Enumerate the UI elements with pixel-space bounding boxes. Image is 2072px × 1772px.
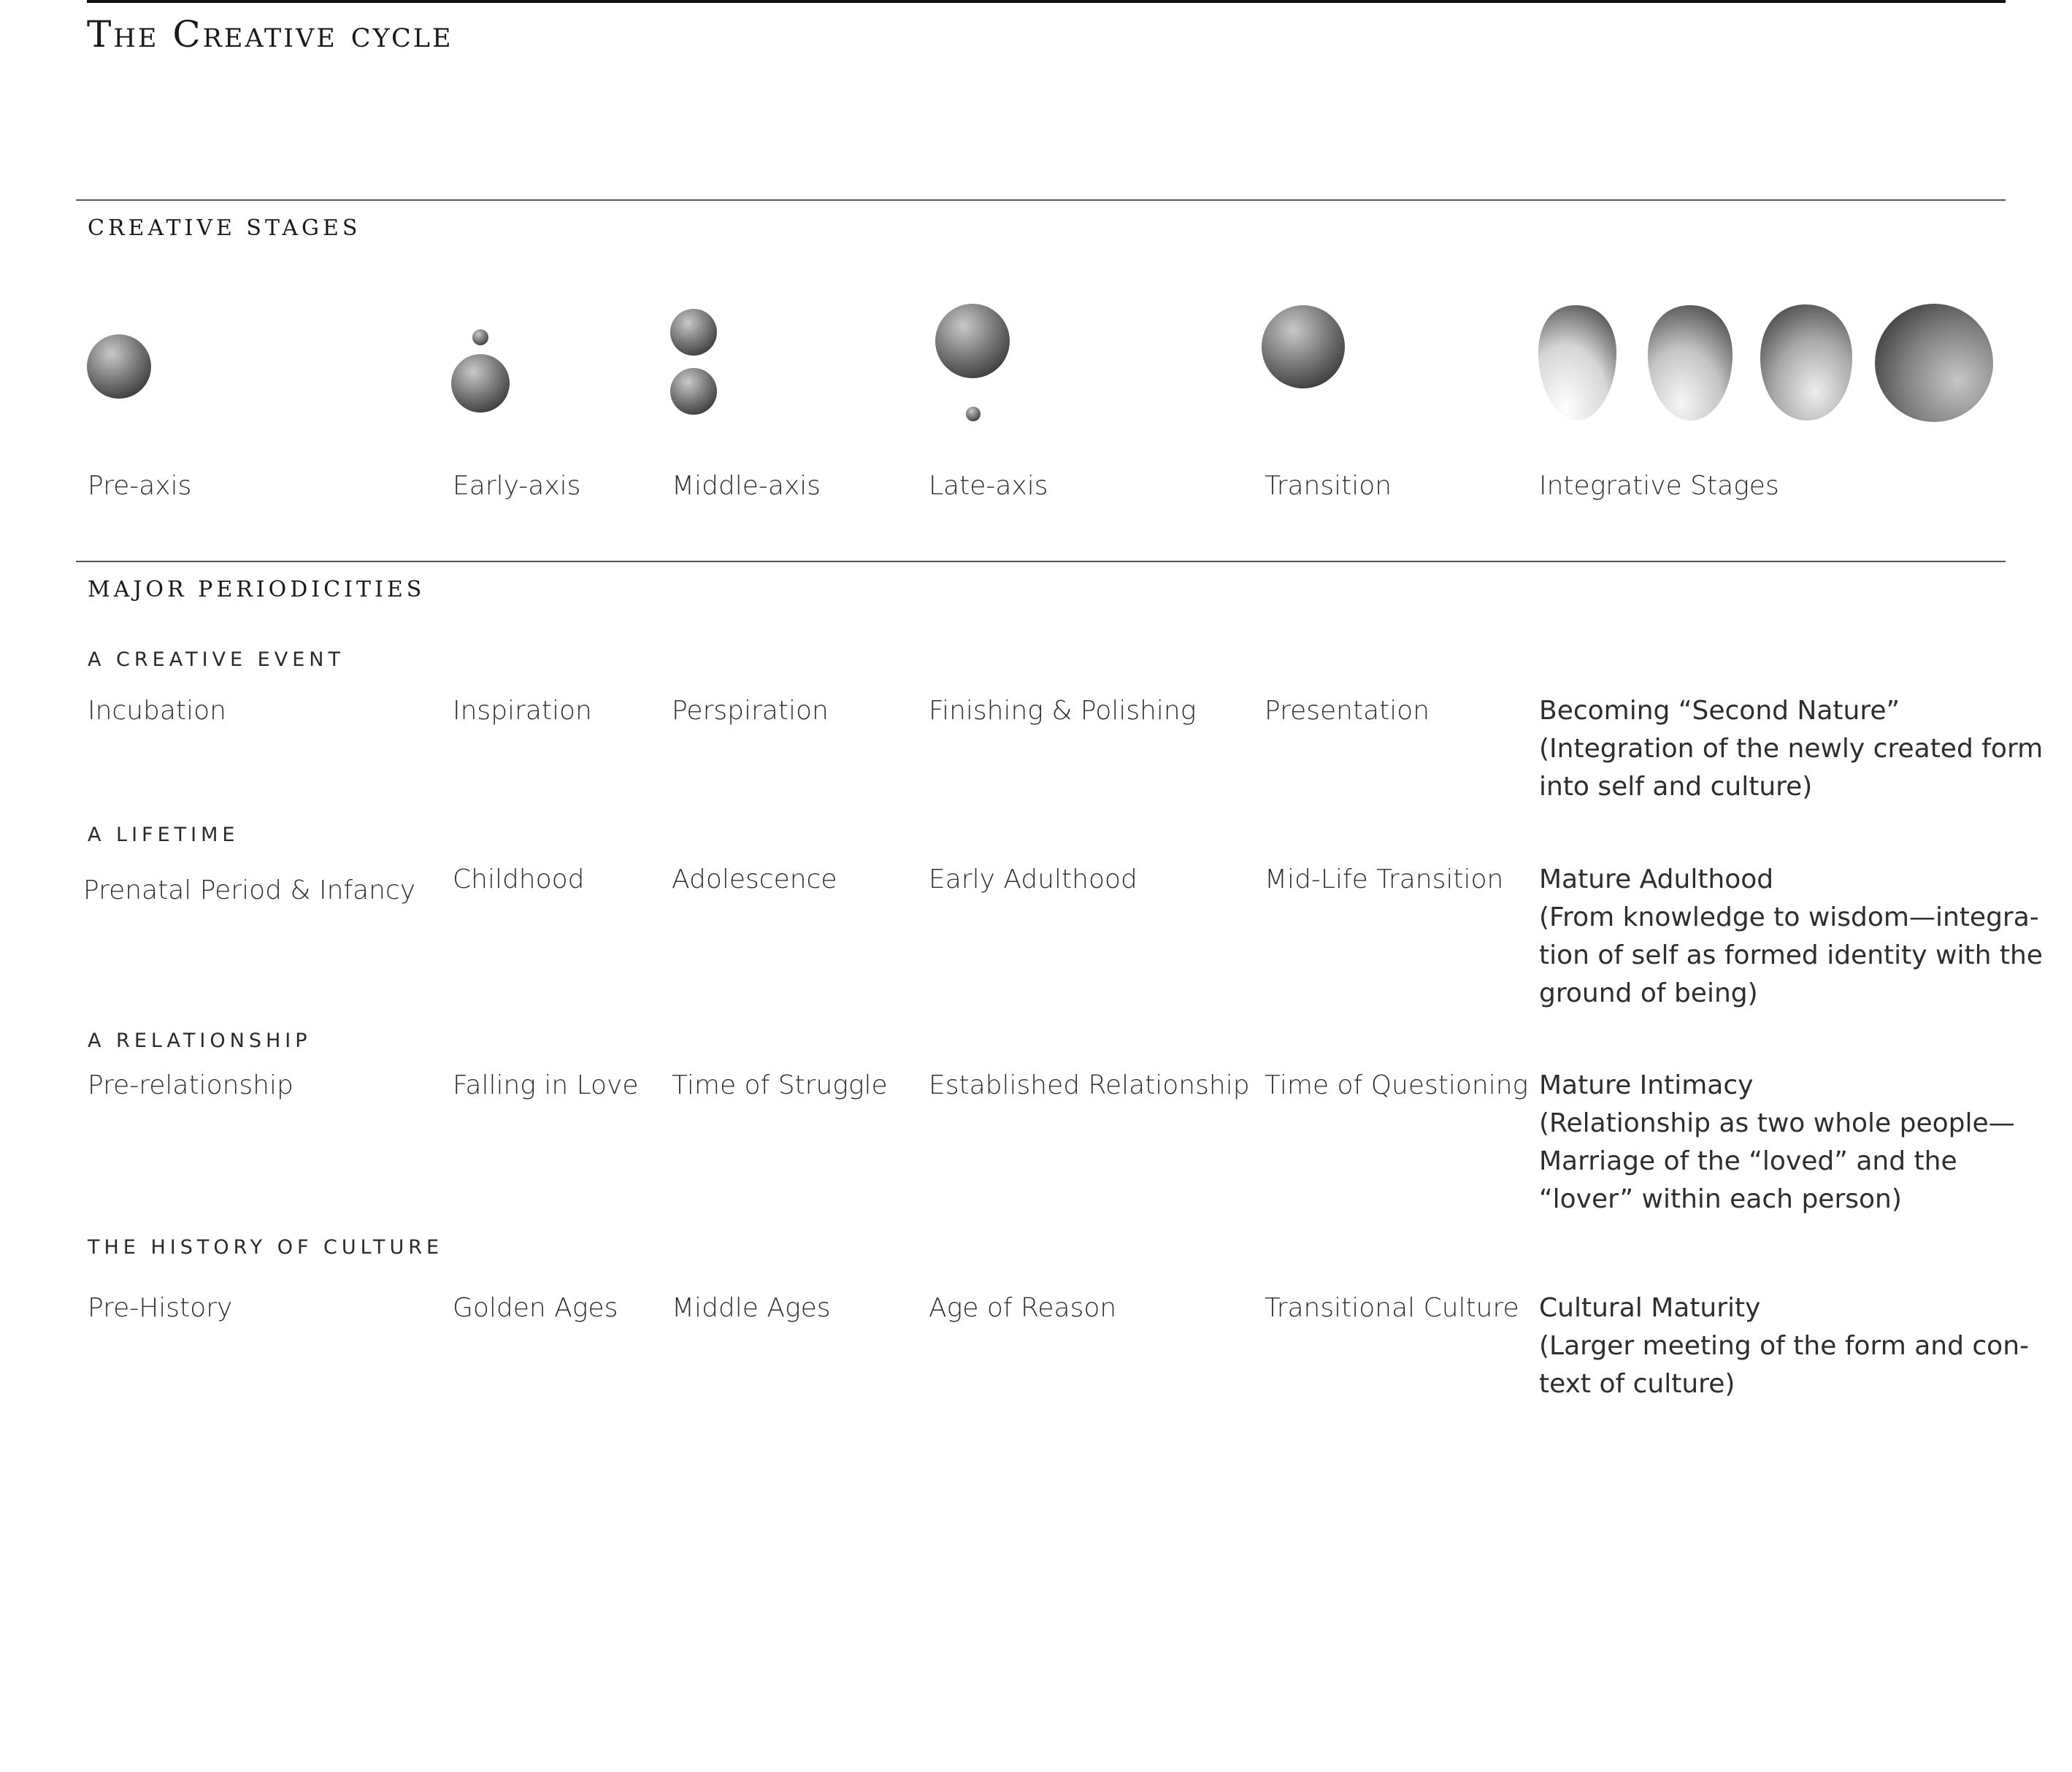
period-item: Finishing & Polishing [929, 696, 1197, 726]
middle-axis-spheres [670, 309, 717, 415]
transition-sphere [1262, 305, 1345, 388]
integrative-note-line: (Relationship as two whole people— [1539, 1108, 2015, 1138]
creative-stages-heading: CREATIVE STAGES [88, 215, 361, 241]
major-periodicities-heading: MAJOR PERIODICITIES [88, 577, 426, 602]
integrative-note-line: (Larger meeting of the form and con- [1539, 1331, 2030, 1361]
late-axis-spheres [935, 304, 1010, 421]
period-item: Adolescence [672, 864, 837, 894]
period-item: Prenatal Period & Infancy [83, 875, 416, 905]
period-item: Early Adulthood [929, 864, 1137, 894]
stage-label-pre-axis: Pre-axis [88, 471, 192, 501]
period-item: Incubation [88, 696, 226, 726]
integrative-entry-history-of-culture [1539, 1289, 2030, 1403]
integrative-entry-relationship [1539, 1067, 2015, 1219]
integrative-stages-shapes [1538, 304, 1993, 422]
period-item: Golden Ages [453, 1293, 618, 1323]
integrative-note-line: into self and culture) [1539, 772, 1813, 802]
integrative-entry-lifetime [1539, 861, 2043, 1013]
integrative-note-line: Marriage of the “loved” and the [1539, 1146, 1957, 1176]
period-item: Time of Struggle [672, 1070, 888, 1100]
integrative-title: Becoming “Second Nature” [1539, 696, 1900, 726]
stage-label-integrative: Integrative Stages [1539, 471, 1779, 501]
integrative-entry-creative-event [1539, 692, 2044, 806]
stage-label-transition: Transition [1265, 471, 1392, 501]
integrative-note-line: text of culture) [1539, 1369, 1735, 1399]
period-item: Presentation [1265, 696, 1430, 726]
period-item: Inspiration [453, 696, 592, 726]
group-heading-lifetime: A LIFETIME [88, 824, 239, 846]
period-item: Middle Ages [672, 1293, 831, 1323]
integrative-title: Mature Intimacy [1539, 1070, 1754, 1100]
period-item: Time of Questioning [1265, 1070, 1529, 1100]
period-item: Age of Reason [929, 1293, 1117, 1323]
group-heading-relationship: A RELATIONSHIP [88, 1029, 312, 1052]
period-item: Pre-relationship [88, 1070, 293, 1100]
period-item: Perspiration [672, 696, 829, 726]
group-heading-history-of-culture: THE HISTORY OF CULTURE [88, 1236, 444, 1259]
page-title: The Creative cycle [87, 13, 453, 55]
integrative-note-line: (Integration of the newly created form [1539, 734, 2044, 764]
period-item: Transitional Culture [1265, 1293, 1519, 1323]
stage-label-early-axis: Early-axis [453, 471, 581, 501]
pre-axis-sphere [87, 334, 151, 399]
integrative-title: Mature Adulthood [1539, 864, 1774, 894]
period-item: Falling in Love [453, 1070, 639, 1100]
group-heading-creative-event: A CREATIVE EVENT [88, 648, 345, 671]
section-divider-periodicities [76, 561, 2006, 562]
period-item: Childhood [453, 864, 585, 894]
integrative-note-line: tion of self as formed identity with the [1539, 940, 2043, 970]
period-item: Mid-Life Transition [1265, 864, 1504, 894]
stage-spheres-illustration [0, 0, 2072, 467]
early-axis-spheres [451, 329, 510, 413]
period-item: Pre-History [88, 1293, 233, 1323]
stage-label-late-axis: Late-axis [929, 471, 1048, 501]
integrative-note-line: ground of being) [1539, 978, 1758, 1008]
integrative-note-line: “lover” within each person) [1539, 1184, 1902, 1214]
stage-label-middle-axis: Middle-axis [672, 471, 821, 501]
period-item: Established Relationship [929, 1070, 1250, 1100]
integrative-note-line: (From knowledge to wisdom—integra- [1539, 902, 2039, 932]
integrative-title: Cultural Maturity [1539, 1293, 1761, 1323]
